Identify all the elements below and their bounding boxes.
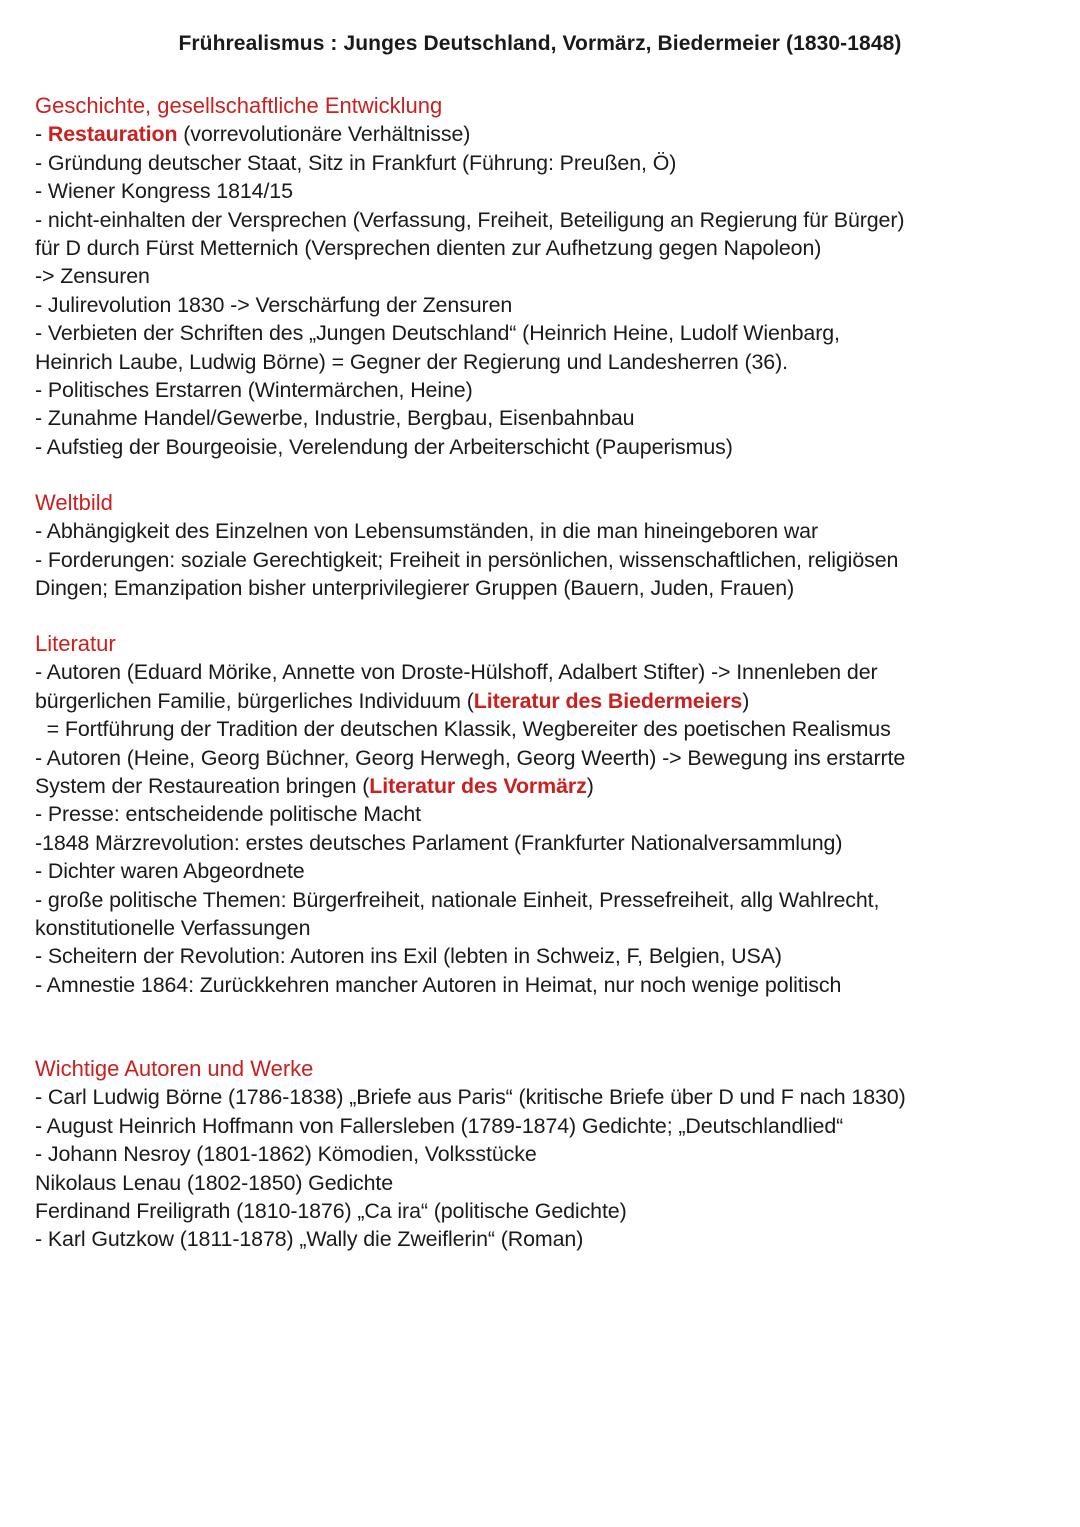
text-line: konstitutionelle Verfassungen <box>35 916 311 941</box>
text-line: Heinrich Laube, Ludwig Börne) = Gegner der Regierung und Landesherren (36). <box>35 349 788 374</box>
text-line: - Autoren (Heine, Georg Büchner, Georg Herwegh, Georg Weerth) -> Bewegung ins erstarrte <box>35 745 906 770</box>
emphasis-term: Restauration <box>47 122 178 147</box>
text-line: Ferdinand Freiligrath (1810-1876) „Ca ira“ (politische Gedichte) <box>35 1199 627 1224</box>
text-line: - Autoren (Eduard Mörike, Annette von Droste-Hülshoff, Adalbert Stifter) -> Innenleben der <box>35 660 878 685</box>
text-line <box>35 687 1055 715</box>
text-line: - Julirevolution 1830 -> Verschärfung der Zensuren <box>35 292 513 317</box>
section-weltbild <box>35 489 1055 603</box>
text-line <box>35 120 1055 148</box>
text-line: - Verbieten der Schriften des „Jungen Deutschland“ (Heinrich Heine, Ludolf Wienbarg, <box>35 321 840 346</box>
section-heading: Literatur <box>35 631 116 656</box>
text-line: - nicht-einhalten der Versprechen (Verfassung, Freiheit, Beteiligung an Regierung für Bürger) <box>35 207 905 232</box>
text-line: Dingen; Emanzipation bisher unterprivilegierer Gruppen (Bauern, Juden, Frauen) <box>35 576 795 601</box>
text-line: - Forderungen: soziale Gerechtigkeit; Freiheit in persönlichen, wissenschaftlichen, religiösen <box>35 547 899 572</box>
text-line: -> Zensuren <box>35 264 150 289</box>
text-line: - Karl Gutzkow (1811-1878) „Wally die Zweiflerin“ (Roman) <box>35 1227 584 1252</box>
text-line: - Abhängigkeit des Einzelnen von Lebensumständen, in die man hineingeboren war <box>35 519 819 544</box>
text-line: - Zunahme Handel/Gewerbe, Industrie, Bergbau, Eisenbahnbau <box>35 406 635 431</box>
section-heading: Wichtige Autoren und Werke <box>35 1056 314 1081</box>
line-prefix: System der Restaureation bringen ( <box>35 774 370 799</box>
section-autoren-werke <box>35 1055 1055 1254</box>
emphasis-term: Literatur des Biedermeiers <box>473 688 743 713</box>
text-line: - Presse: entscheidende politische Macht <box>35 802 421 827</box>
section-geschichte <box>35 92 1055 461</box>
text-line: - Aufstieg der Bourgeoisie, Verelendung der Arbeiterschicht (Pauperismus) <box>35 434 733 459</box>
section-heading: Geschichte, gesellschaftliche Entwicklung <box>35 93 443 118</box>
text-line <box>35 772 1055 800</box>
text-line: = Fortführung der Tradition der deutschen Klassik, Wegbereiter des poetischen Realismus <box>35 717 891 742</box>
text-line: - August Heinrich Hoffmann von Fallersleben (1789-1874) Gedichte; „Deutschlandlied“ <box>35 1113 844 1138</box>
section-heading: Weltbild <box>35 490 113 515</box>
text-line: - Johann Nesroy (1801-1862) Kömodien, Volksstücke <box>35 1142 537 1167</box>
line-suffix: (vorrevolutionäre Verhältnisse) <box>177 122 471 147</box>
text-line: - Carl Ludwig Börne (1786-1838) „Briefe aus Paris“ (kritische Briefe über D und F nach 1830) <box>35 1085 906 1110</box>
section-literatur <box>35 630 1055 999</box>
text-line: - Politisches Erstarren (Wintermärchen, Heine) <box>35 378 473 403</box>
text-line: - Wiener Kongress 1814/15 <box>35 179 293 204</box>
text-line: - Scheitern der Revolution: Autoren ins Exil (lebten in Schweiz, F, Belgien, USA) <box>35 944 782 969</box>
text-line: für D durch Fürst Metternich (Versprechen dienten zur Aufhetzung gegen Napoleon) <box>35 236 822 261</box>
line-prefix: bürgerlichen Familie, bürgerliches Individuum ( <box>35 688 474 713</box>
text-line: Nikolaus Lenau (1802-1850) Gedichte <box>35 1170 393 1195</box>
line-suffix: ) <box>742 688 750 713</box>
text-line: - Amnestie 1864: Zurückkehren mancher Autoren in Heimat, nur noch wenige politisch <box>35 972 842 997</box>
line-suffix: ) <box>586 774 594 799</box>
emphasis-term: Literatur des Vormärz <box>369 774 587 799</box>
text-line: - große politische Themen: Bürgerfreiheit, nationale Einheit, Pressefreiheit, allg Wahlrecht, <box>35 887 880 912</box>
line-prefix: - <box>35 122 48 147</box>
text-line: - Dichter waren Abgeordnete <box>35 859 305 884</box>
document-title: Frührealismus : Junges Deutschland, Vormärz, Biedermeier (1830-1848) <box>178 32 902 55</box>
text-line: - Gründung deutscher Staat, Sitz in Frankfurt (Führung: Preußen, Ö) <box>35 150 677 175</box>
text-line: -1848 Märzrevolution: erstes deutsches Parlament (Frankfurter Nationalversammlung) <box>35 830 843 855</box>
